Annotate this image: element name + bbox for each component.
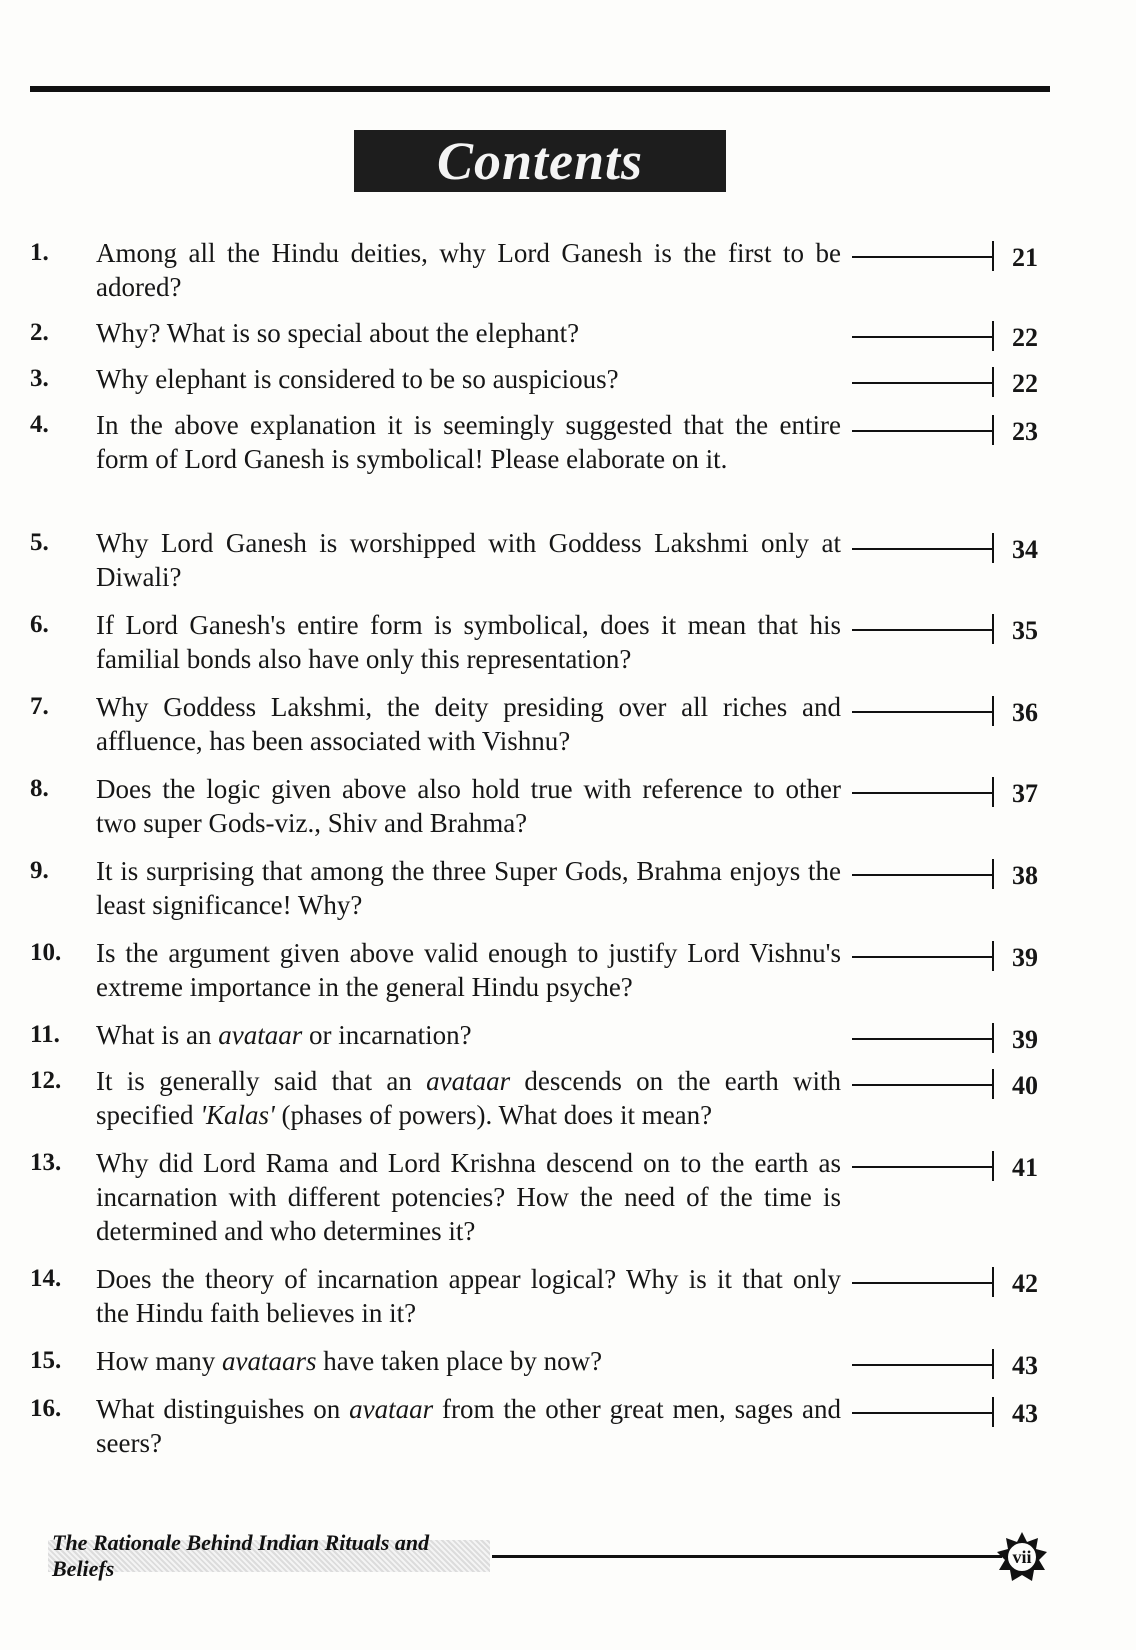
page-number: 43 xyxy=(1012,1399,1038,1428)
entry-text-part: or incarnation? xyxy=(302,1020,472,1050)
leader-tick xyxy=(992,1069,994,1099)
entry-text: Why elephant is considered to be so auspicious? xyxy=(96,364,619,394)
entry-number: 3. xyxy=(30,365,49,392)
leader-line xyxy=(852,548,992,550)
entry-number: 10. xyxy=(30,939,62,966)
leader-tick xyxy=(992,321,994,351)
leader-line xyxy=(852,430,992,432)
page-number: 22 xyxy=(1012,323,1038,352)
page-number: 39 xyxy=(1012,943,1038,972)
leader-tick xyxy=(992,533,994,563)
entry-text: Does the theory of incarnation appear logical? Why is it that only the Hindu faith believes in it? xyxy=(96,1264,841,1328)
page-number: 21 xyxy=(1012,243,1038,272)
leader-line xyxy=(852,711,992,713)
entry-text: Among all the Hindu deities, why Lord Ganesh is the first to be adored? xyxy=(96,238,841,302)
entry-number: 13. xyxy=(30,1149,62,1176)
entry-text: It is surprising that among the three Super Gods, Brahma enjoys the least significance! Why? xyxy=(96,856,841,920)
leader-tick xyxy=(992,859,994,889)
entry-number: 9. xyxy=(30,857,49,884)
entry-text: Why Goddess Lakshmi, the deity presiding over all riches and affluence, has been associated with Vishnu? xyxy=(96,692,841,756)
leader-tick xyxy=(992,241,994,271)
leader-line xyxy=(852,792,992,794)
footer-page-number: vii xyxy=(1012,1546,1032,1567)
leader-line xyxy=(852,1412,992,1414)
entry-text-part: have taken place by now? xyxy=(316,1346,603,1376)
entry-text-part: descends on the earth with specified xyxy=(96,1066,841,1130)
entry-text-italic: 'Kalas' xyxy=(200,1100,275,1130)
entry-text-part: from the other great men, sages and seers? xyxy=(96,1394,841,1458)
entry-text-part: What is an xyxy=(96,1020,219,1050)
page-number: 36 xyxy=(1012,698,1038,727)
entry-text xyxy=(96,1064,841,1132)
entry-number: 11. xyxy=(30,1021,60,1048)
entry-text xyxy=(96,1018,841,1052)
leader-line xyxy=(852,1084,992,1086)
entry-text-italic: avataar xyxy=(218,1020,303,1050)
entry-number: 2. xyxy=(30,319,49,346)
page-number: 34 xyxy=(1012,535,1038,564)
page-number: 35 xyxy=(1012,616,1038,645)
leader-line xyxy=(852,336,992,338)
entry-text: Why did Lord Rama and Lord Krishna descend on to the earth as incarnation with different potencies? How the need of the time is determined and who determines it? xyxy=(96,1148,841,1246)
page-title: Contents xyxy=(436,131,644,191)
leader-tick xyxy=(992,415,994,445)
entry-text-italic: avataar xyxy=(426,1066,511,1096)
footer-rule xyxy=(492,1555,1002,1558)
page-number: 23 xyxy=(1012,417,1038,446)
footer-book-title-text: The Rationale Behind Indian Rituals and Beliefs xyxy=(52,1530,430,1581)
entry-number: 15. xyxy=(30,1347,62,1374)
page-number: 38 xyxy=(1012,861,1038,890)
footer-book-title xyxy=(48,1530,490,1581)
leader-tick xyxy=(992,777,994,807)
page-number: 43 xyxy=(1012,1351,1038,1380)
page-number: 41 xyxy=(1012,1153,1038,1182)
leader-line xyxy=(852,1166,992,1168)
entry-number: 6. xyxy=(30,611,49,638)
leader-tick xyxy=(992,1023,994,1053)
page-number: 39 xyxy=(1012,1025,1038,1054)
entry-text xyxy=(96,1344,841,1378)
leader-tick xyxy=(992,367,994,397)
page-number: 40 xyxy=(1012,1071,1038,1100)
entry-text: Is the argument given above valid enough to justify Lord Vishnu's extreme importance in the general Hindu psyche? xyxy=(96,938,841,1002)
entry-text-part: How many xyxy=(96,1346,222,1376)
entry-text: If Lord Ganesh's entire form is symbolical, does it mean that his familial bonds also have only this representation? xyxy=(96,610,841,674)
leader-tick xyxy=(992,696,994,726)
entry-number: 1. xyxy=(30,239,49,266)
footer-page-badge xyxy=(995,1530,1049,1584)
entry-number: 4. xyxy=(30,411,49,438)
page-number: 22 xyxy=(1012,369,1038,398)
leader-tick xyxy=(992,941,994,971)
entry-number: 14. xyxy=(30,1265,62,1292)
leader-line xyxy=(852,956,992,958)
leader-line xyxy=(852,1282,992,1284)
entry-text: Why Lord Ganesh is worshipped with Goddess Lakshmi only at Diwali? xyxy=(96,528,841,592)
leader-line xyxy=(852,382,992,384)
entry-text-italic: avataars xyxy=(221,1346,317,1376)
leader-line xyxy=(852,1364,992,1366)
leader-line xyxy=(852,1038,992,1040)
leader-tick xyxy=(992,1267,994,1297)
entry-text xyxy=(96,1392,841,1460)
leader-tick xyxy=(992,1151,994,1181)
page-number: 42 xyxy=(1012,1269,1038,1298)
entry-number: 8. xyxy=(30,775,49,802)
leader-tick xyxy=(992,614,994,644)
leader-line xyxy=(852,256,992,258)
entry-text: Why? What is so special about the elephant? xyxy=(96,318,580,348)
leader-tick xyxy=(992,1397,994,1427)
leader-tick xyxy=(992,1349,994,1379)
entry-text-part: What distinguishes on xyxy=(96,1394,350,1424)
entry-text-part: It is generally said that an xyxy=(96,1066,427,1096)
leader-line xyxy=(852,629,992,631)
entry-text-italic: avataar xyxy=(349,1394,434,1424)
page-number: 37 xyxy=(1012,779,1038,808)
entry-number: 7. xyxy=(30,693,49,720)
entry-text: Does the logic given above also hold true with reference to other two super Gods-viz., Shiv and Brahma? xyxy=(96,774,841,838)
entry-number: 5. xyxy=(30,529,49,556)
leader-line xyxy=(852,874,992,876)
entry-text-part: (phases of powers). What does it mean? xyxy=(274,1100,713,1130)
entry-number: 16. xyxy=(30,1395,62,1422)
entry-number: 12. xyxy=(30,1067,62,1094)
entry-text: In the above explanation it is seemingly suggested that the entire form of Lord Ganesh is symbolical! Please elaborate on it. xyxy=(96,410,841,474)
